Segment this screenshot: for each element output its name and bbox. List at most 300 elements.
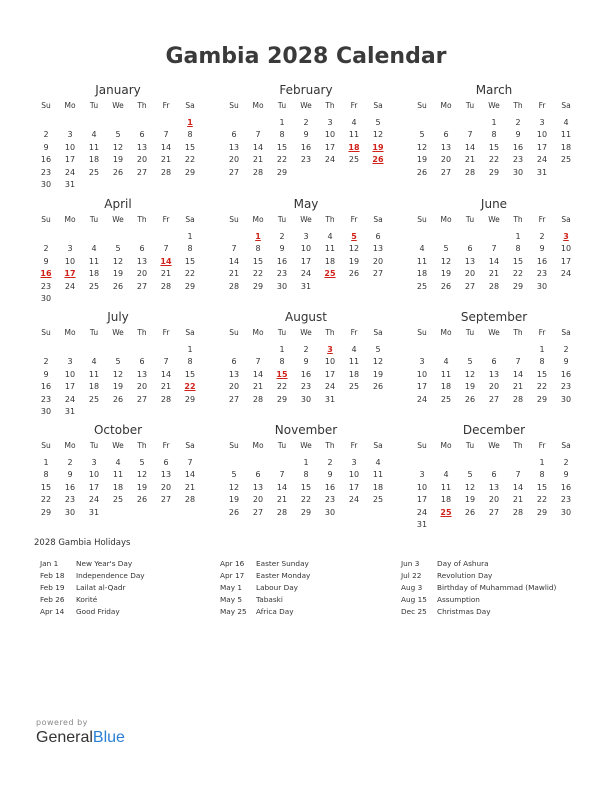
day-cell: 24 [416, 507, 428, 517]
week-row [34, 117, 202, 130]
day-cell [458, 344, 482, 357]
holiday-name: Christmas Day [437, 607, 491, 616]
weekday-header [410, 214, 578, 227]
holiday-date: Feb 18 [40, 571, 65, 580]
day-cell: 7 [255, 357, 261, 366]
day-cell: 27 [464, 281, 476, 291]
holiday-name: Revolution Day [437, 571, 493, 580]
week-row [34, 406, 202, 419]
brand-name-blue: Blue [92, 729, 125, 746]
holiday-name: Birthday of Muhammad (Mawlid) [437, 583, 557, 592]
week-row [410, 507, 578, 520]
day-cell: 3 [67, 130, 73, 139]
weekday-header [222, 100, 390, 113]
day-cell [410, 231, 434, 244]
day-cell: 21 [228, 269, 240, 278]
day-cell: 7 [467, 130, 473, 139]
day-cell [82, 344, 106, 357]
day-cell: 11 [416, 256, 428, 266]
day-cell: 23 [300, 155, 312, 164]
weekday-label: We [112, 215, 124, 224]
day-cell: 21 [252, 382, 264, 391]
day-cell: 11 [440, 482, 452, 492]
week-row [34, 293, 202, 306]
day-cell: 13 [160, 470, 172, 479]
weekday-label: Fr [350, 328, 358, 337]
day-cell: 7 [279, 470, 285, 479]
weekday-label: Fr [162, 215, 170, 224]
day-cell: 27 [160, 495, 172, 504]
day-cell [342, 507, 366, 520]
day-cell: 6 [139, 357, 145, 366]
day-cell: 27 [136, 167, 148, 177]
weekday-label: Mo [64, 215, 76, 224]
day-cell [106, 293, 130, 306]
day-cell: 24 [324, 155, 336, 164]
day-cell: 31 [300, 281, 312, 291]
week-row [222, 457, 390, 470]
day-cell: 4 [351, 344, 357, 354]
day-cell: 18 [88, 155, 100, 164]
day-cell: 14 [252, 369, 264, 379]
week-row [34, 482, 202, 495]
weekday-label: Th [513, 101, 523, 110]
day-cell: 3 [303, 231, 309, 241]
weekday-label: Th [325, 328, 335, 337]
holiday-name: New Year's Day [76, 559, 133, 568]
day-cell [130, 293, 154, 306]
weekday-label: Fr [538, 328, 546, 337]
holiday-item [220, 594, 310, 606]
day-cell: 18 [348, 369, 360, 379]
holiday-item [401, 558, 556, 570]
day-cell: 25 [112, 495, 124, 504]
brand-logo [36, 729, 125, 747]
day-cell: 28 [252, 167, 264, 177]
day-cell: 24 [416, 394, 428, 404]
day-cell: 9 [303, 130, 309, 139]
month-name: December [462, 423, 526, 437]
day-cell: 4 [563, 117, 569, 127]
day-cell: 31 [88, 507, 100, 517]
day-cell: 2 [515, 117, 521, 127]
week-row [34, 268, 202, 281]
week-row [34, 167, 202, 180]
weekday-label: We [488, 101, 500, 110]
day-cell: 22 [536, 382, 548, 391]
day-cell [482, 344, 506, 357]
weekday-label: Sa [561, 215, 571, 224]
week-row [222, 117, 390, 130]
day-cell: 29 [536, 507, 548, 517]
weekday-label: Fr [538, 441, 546, 450]
weekday-header [34, 440, 202, 453]
day-cell: 14 [184, 470, 196, 479]
weekday-label: Th [513, 215, 523, 224]
day-cell: 3 [419, 357, 425, 366]
day-cell: 15 [512, 256, 524, 266]
weekday-label: We [112, 101, 124, 110]
day-cell [82, 293, 106, 306]
day-cell [554, 281, 578, 294]
day-cell: 30 [40, 407, 52, 416]
day-cell: 22 [276, 155, 288, 164]
day-cell: 16 [324, 482, 336, 492]
day-cell: 22 [536, 495, 548, 504]
week-row [410, 394, 578, 407]
day-cell [130, 231, 154, 244]
day-cell: 23 [40, 281, 52, 291]
weekday-label: Tu [89, 328, 99, 337]
day-cell: 9 [515, 130, 521, 139]
day-cell [366, 507, 390, 520]
day-cell: 7 [491, 244, 497, 253]
holiday-name: Assumption [437, 595, 480, 604]
month-name: September [460, 310, 528, 324]
day-cell: 1 [515, 231, 521, 241]
day-cell: 12 [112, 256, 124, 266]
day-cell: 25 [348, 155, 360, 164]
holiday-day-cell: 3 [327, 344, 333, 354]
day-cell: 26 [348, 269, 360, 278]
day-cell: 13 [440, 142, 452, 152]
day-cell: 6 [231, 130, 237, 139]
day-cell [458, 519, 482, 532]
day-cell: 29 [536, 394, 548, 404]
day-cell: 22 [252, 269, 264, 278]
day-cell: 4 [91, 244, 97, 253]
week-row [410, 129, 578, 142]
day-cell: 17 [64, 382, 76, 391]
month-september [410, 309, 578, 406]
day-cell: 21 [488, 269, 500, 278]
day-cell: 12 [112, 369, 124, 379]
weekday-label: Su [229, 215, 239, 224]
holiday-day-cell: 16 [40, 269, 52, 278]
day-cell: 11 [372, 470, 384, 479]
week-row [34, 381, 202, 394]
day-cell: 17 [324, 369, 336, 379]
day-cell [482, 519, 506, 532]
month-february [222, 82, 390, 179]
day-cell: 12 [464, 482, 476, 492]
day-cell: 16 [560, 369, 572, 379]
month-january [34, 82, 202, 192]
day-cell: 5 [467, 357, 473, 366]
day-cell: 8 [279, 357, 285, 366]
day-cell: 19 [136, 482, 148, 492]
day-cell: 27 [228, 167, 240, 177]
week-row [410, 231, 578, 244]
week-row [410, 243, 578, 256]
holiday-date: Aug 15 [401, 595, 427, 604]
day-cell: 12 [228, 482, 240, 492]
week-row [34, 469, 202, 482]
weekday-label: Tu [277, 328, 287, 337]
day-cell: 23 [40, 167, 52, 177]
weekday-label: We [488, 441, 500, 450]
weekday-label: Su [41, 215, 51, 224]
week-row [410, 344, 578, 357]
day-cell: 13 [488, 369, 500, 379]
week-row [410, 356, 578, 369]
day-cell: 19 [112, 269, 124, 278]
day-cell: 29 [40, 507, 52, 517]
day-cell: 30 [300, 394, 312, 404]
day-cell: 6 [231, 357, 237, 366]
day-cell: 21 [512, 382, 524, 391]
weekday-label: We [300, 101, 312, 110]
day-cell: 24 [560, 269, 572, 278]
day-cell: 29 [252, 281, 264, 291]
day-cell: 23 [512, 155, 524, 164]
holiday-day-cell: 1 [187, 117, 193, 127]
day-cell [506, 519, 530, 532]
week-row [222, 281, 390, 294]
weekday-label: Sa [373, 441, 383, 450]
day-cell [434, 117, 458, 130]
day-cell [154, 293, 178, 306]
holiday-day-cell: 5 [351, 231, 357, 241]
weekday-label: Fr [162, 328, 170, 337]
day-cell: 16 [300, 142, 312, 152]
day-cell [458, 117, 482, 130]
day-cell [366, 394, 390, 407]
weekday-label: Th [325, 215, 335, 224]
day-cell [130, 406, 154, 419]
day-cell: 5 [231, 470, 237, 479]
day-cell: 28 [160, 394, 172, 404]
powered-by-text: powered by [36, 718, 88, 727]
month-name: April [104, 197, 132, 211]
day-cell: 4 [327, 231, 333, 241]
day-cell: 3 [419, 470, 425, 479]
day-cell [58, 344, 82, 357]
day-cell [246, 117, 270, 130]
day-cell: 23 [276, 269, 288, 278]
holiday-date: Apr 17 [220, 571, 245, 580]
day-cell: 29 [184, 394, 196, 404]
weekday-label: Sa [185, 441, 195, 450]
day-cell [130, 117, 154, 130]
day-cell: 25 [88, 281, 100, 291]
day-cell: 31 [324, 394, 336, 404]
day-cell: 19 [416, 155, 428, 164]
day-cell: 5 [139, 457, 145, 467]
month-name: October [93, 423, 143, 437]
weekday-label: Fr [350, 215, 358, 224]
day-cell: 15 [184, 256, 196, 266]
day-cell [34, 117, 58, 130]
weekday-label: Tu [89, 101, 99, 110]
day-cell: 17 [416, 495, 428, 504]
day-cell: 28 [184, 495, 196, 504]
day-cell: 22 [488, 155, 500, 164]
day-cell: 8 [187, 357, 193, 366]
weekday-label: Fr [162, 101, 170, 110]
day-cell: 18 [440, 382, 452, 391]
day-cell: 2 [43, 130, 49, 139]
day-cell [34, 344, 58, 357]
holiday-column [220, 558, 310, 618]
holiday-column [40, 558, 145, 618]
day-cell: 14 [228, 256, 240, 266]
holiday-date: May 5 [220, 595, 243, 604]
weekday-label: Su [41, 101, 51, 110]
week-row [222, 356, 390, 369]
day-cell: 27 [440, 167, 452, 177]
holiday-date: Jul 22 [401, 571, 422, 580]
weekday-header [222, 327, 390, 340]
day-cell: 10 [64, 256, 76, 266]
day-cell: 6 [255, 470, 261, 479]
weekday-header [410, 440, 578, 453]
day-cell [458, 457, 482, 470]
day-cell: 6 [467, 244, 473, 253]
day-cell: 21 [512, 495, 524, 504]
weekday-label: Th [325, 101, 335, 110]
weekday-label: Th [137, 441, 147, 450]
day-cell: 8 [491, 130, 497, 139]
weekday-label: Su [417, 441, 427, 450]
day-cell: 25 [88, 167, 100, 177]
week-row [34, 356, 202, 369]
day-cell [154, 344, 178, 357]
day-cell: 21 [184, 482, 196, 492]
month-name: January [95, 83, 141, 97]
day-cell [342, 394, 366, 407]
day-cell: 29 [488, 167, 500, 177]
day-cell: 12 [440, 256, 452, 266]
day-cell: 23 [536, 269, 548, 278]
weekday-label: Tu [465, 328, 475, 337]
day-cell: 11 [112, 470, 124, 479]
week-row [222, 142, 390, 155]
week-row [34, 243, 202, 256]
month-name: May [293, 197, 319, 211]
day-cell: 13 [252, 482, 264, 492]
day-cell: 16 [300, 369, 312, 379]
day-cell: 15 [536, 369, 548, 379]
day-cell: 8 [303, 470, 309, 479]
day-cell: 30 [64, 507, 76, 517]
day-cell: 19 [112, 382, 124, 391]
day-cell: 7 [163, 244, 169, 253]
weekday-header [222, 214, 390, 227]
day-cell: 23 [324, 495, 336, 504]
week-row [410, 494, 578, 507]
week-row [34, 494, 202, 507]
day-cell: 28 [488, 281, 500, 291]
day-cell: 26 [416, 167, 428, 177]
weekday-label: Su [229, 101, 239, 110]
day-cell [246, 344, 270, 357]
day-cell: 20 [136, 155, 148, 164]
holiday-item [220, 570, 310, 582]
day-cell: 2 [539, 231, 545, 241]
month-may [222, 196, 390, 293]
day-cell [106, 344, 130, 357]
holiday-item [220, 606, 310, 618]
weekday-label: Mo [252, 328, 264, 337]
day-cell: 21 [160, 155, 172, 164]
day-cell: 5 [419, 130, 425, 139]
day-cell: 26 [136, 495, 148, 504]
day-cell: 27 [228, 394, 240, 404]
day-cell: 26 [440, 281, 452, 291]
week-row [410, 256, 578, 269]
day-cell: 16 [560, 482, 572, 492]
day-cell: 18 [88, 269, 100, 278]
day-cell [554, 519, 578, 532]
weekday-label: Mo [252, 101, 264, 110]
day-cell: 14 [464, 142, 476, 152]
day-cell: 12 [112, 142, 124, 152]
day-cell: 20 [228, 155, 240, 164]
day-cell: 28 [160, 167, 172, 177]
weekday-label: Th [513, 441, 523, 450]
day-cell: 5 [375, 344, 381, 354]
holiday-date: May 1 [220, 583, 243, 592]
day-cell: 28 [228, 281, 240, 291]
weekday-label: Tu [89, 215, 99, 224]
day-cell: 13 [136, 256, 148, 266]
week-row [222, 469, 390, 482]
day-cell: 5 [115, 130, 121, 139]
day-cell: 29 [512, 281, 524, 291]
day-cell: 18 [324, 256, 336, 266]
day-cell: 24 [64, 394, 76, 404]
day-cell [366, 167, 390, 180]
day-cell: 23 [560, 495, 572, 504]
weekday-label: Th [137, 328, 147, 337]
day-cell: 26 [112, 281, 124, 291]
day-cell [482, 231, 506, 244]
day-cell [530, 519, 554, 532]
day-cell: 26 [372, 382, 384, 391]
day-cell: 26 [464, 394, 476, 404]
holiday-item [401, 570, 556, 582]
day-cell [342, 167, 366, 180]
day-cell: 24 [536, 155, 548, 164]
day-cell [130, 507, 154, 520]
day-cell: 2 [303, 117, 309, 127]
weekday-label: Tu [89, 441, 99, 450]
week-row [410, 482, 578, 495]
holiday-name: Labour Day [256, 583, 298, 592]
day-cell: 4 [91, 130, 97, 139]
weekday-label: Mo [64, 441, 76, 450]
day-cell: 11 [348, 357, 360, 366]
day-cell: 16 [536, 256, 548, 266]
week-row [34, 457, 202, 470]
day-cell: 8 [539, 357, 545, 366]
day-cell [106, 406, 130, 419]
weekday-label: Mo [440, 328, 452, 337]
day-cell: 15 [488, 142, 500, 152]
day-cell: 9 [303, 357, 309, 366]
day-cell: 30 [324, 507, 336, 517]
day-cell [506, 457, 530, 470]
day-cell: 9 [43, 142, 49, 152]
holiday-item [401, 606, 556, 618]
day-cell: 11 [348, 130, 360, 139]
day-cell: 14 [160, 369, 172, 379]
month-name: November [274, 423, 338, 437]
week-row [222, 243, 390, 256]
day-cell: 26 [112, 167, 124, 177]
day-cell: 30 [512, 167, 524, 177]
